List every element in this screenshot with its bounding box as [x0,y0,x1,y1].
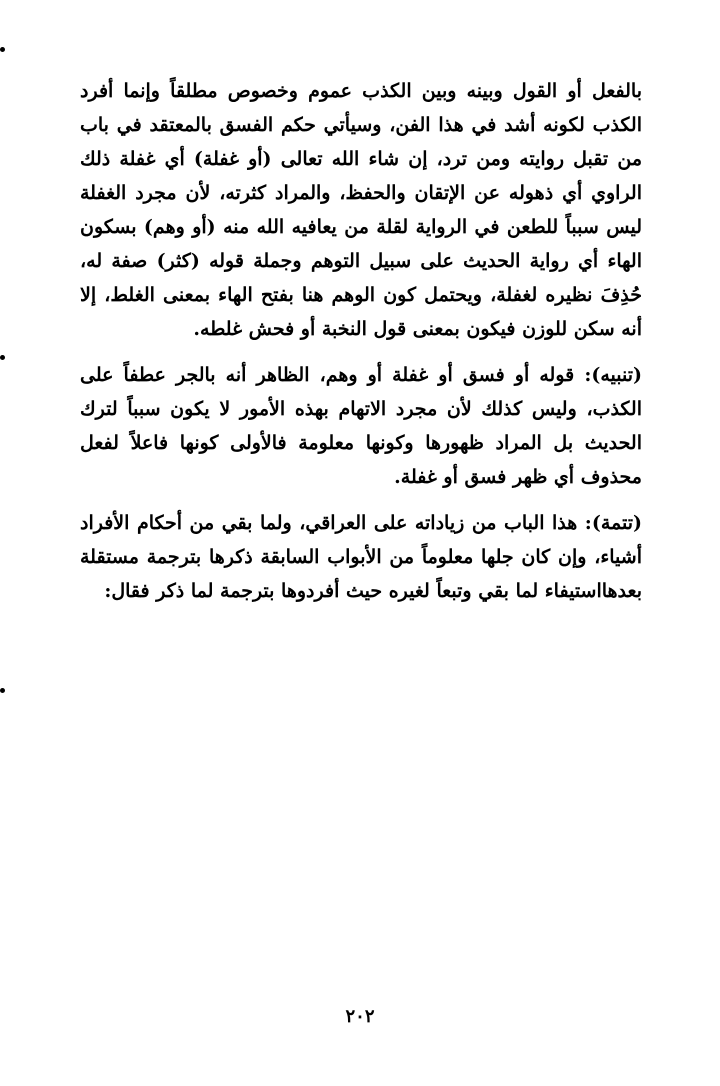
paragraph-main: بالفعل أو القول وبينه وبين الكذب عموم وخصوص مطلقاً وإنما أفرد الكذب لكونه أشد في هذا الفن، وسيأتي حكم الفسق بالمعتقد في باب من تقبل روايته ومن ترد، إن شاء الله تعالى (أو غفلة) أي غفلة ذلك الراوي أي ذهوله عن الإتقان والحفظ، والمراد كثرته، لأن مجرد الغفلة ليس سبباً للطعن في الرواية لقلة من يعافيه الله منه (أو وهم) بسكون الهاء أي رواية الحديث على سبيل التوهم وجملة قوله (كثر) صفة له، حُذِفَ نظيره لغفلة، ويحتمل كون الوهم هنا بفتح الهاء بمعنى الغلط، إلا أنه سكن للوزن فيكون بمعنى قول النخبة أو فحش غلطه. [80,80,642,340]
page-body [80,74,642,608]
margin-mark [0,47,5,52]
paragraph-note: (تنبيه): قوله أو فسق أو غفلة أو وهم، الظاهر أنه بالجر عطفاً على الكذب، وليس كذلك لأن مجرد الاتهام بهذه الأمور لا يكون سبباً لترك الحديث بل المراد ظهورها وكونها معلومة فالأولى كونها فاعلاً لفعل محذوف أي ظهر فسق أو غفلة. [80,364,642,488]
paragraph-supplement: (تتمة): هذا الباب من زياداته على العراقي، ولما بقي من أحكام الأفراد أشياء، وإن كان جلها معلوماً من الأبواب السابقة ذكرها بترجمة مستقلة بعدهااستيفاء لما بقي وتبعاً لغيره حيث أفردوها بترجمة لما ذكر فقال: [80,512,642,602]
page-number: ٢٠٢ [345,1006,375,1027]
margin-mark [0,355,5,360]
margin-mark [0,688,5,693]
